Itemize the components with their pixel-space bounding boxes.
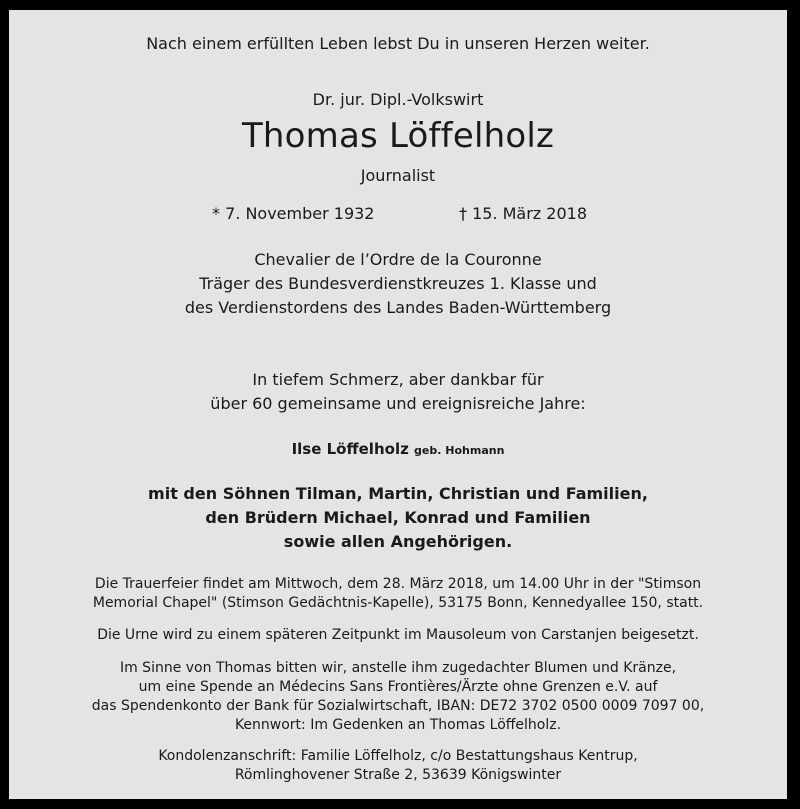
grief-line: über 60 gemeinsame und ereignisreiche Jahre: <box>210 394 586 413</box>
urn-line: Die Urne wird zu einem späteren Zeitpunkt im Mausoleum von Carstanjen beigesetzt. <box>97 627 699 643</box>
donation-line: Kennwort: Im Gedenken an Thomas Löffelholz. <box>234 717 562 733</box>
profession: Journalist <box>360 166 436 185</box>
condolence-line: Römlinghovener Straße 2, 53639 Königswinter <box>234 767 562 783</box>
widow-maiden-name: geb. Hohmann <box>414 444 505 457</box>
family-line: sowie allen Angehörigen. <box>283 532 513 551</box>
academic-titles: Dr. jur. Dipl.-Volkswirt <box>312 90 484 109</box>
donation-line: das Spendenkonto der Bank für Sozialwirtschaft, IBAN: DE72 3702 0500 0009 7097 00, <box>91 698 705 714</box>
birth-date: * 7. November 1932 <box>212 204 375 223</box>
donation-line: um eine Spende an Médecins Sans Frontières/Ärzte ohne Grenzen e.V. auf <box>138 679 658 695</box>
condolence-line: Kondolenzanschrift: Familie Löffelholz, c/o Bestattungshaus Kentrup, <box>158 748 638 764</box>
obituary-notice <box>9 10 787 799</box>
funeral-line: Die Trauerfeier findet am Mittwoch, dem 28. März 2018, um 14.00 Uhr in der "Stimson <box>94 576 702 592</box>
funeral-line: Memorial Chapel" (Stimson Gedächtnis-Kapelle), 53175 Bonn, Kennedyallee 150, statt. <box>92 595 704 611</box>
family-line: mit den Söhnen Tilman, Martin, Christian und Familien, <box>148 484 648 503</box>
death-date: † 15. März 2018 <box>459 204 588 223</box>
donation-line: Im Sinne von Thomas bitten wir, anstelle ihm zugedachter Blumen und Kränze, <box>119 660 677 676</box>
deceased-name: Thomas Löffelholz <box>241 116 555 156</box>
widow-name: Ilse Löffelholz <box>291 440 409 458</box>
family-line: den Brüdern Michael, Konrad und Familien <box>205 508 591 527</box>
honor-line: Chevalier de l’Ordre de la Couronne <box>254 250 542 269</box>
motto: Nach einem erfüllten Leben lebst Du in unseren Herzen weiter. <box>146 34 650 53</box>
widow <box>9 440 787 458</box>
grief-line: In tiefem Schmerz, aber dankbar für <box>252 370 544 389</box>
honor-line: Träger des Bundesverdienstkreuzes 1. Klasse und <box>199 274 597 293</box>
honor-line: des Verdienstordens des Landes Baden-Württemberg <box>184 298 612 317</box>
